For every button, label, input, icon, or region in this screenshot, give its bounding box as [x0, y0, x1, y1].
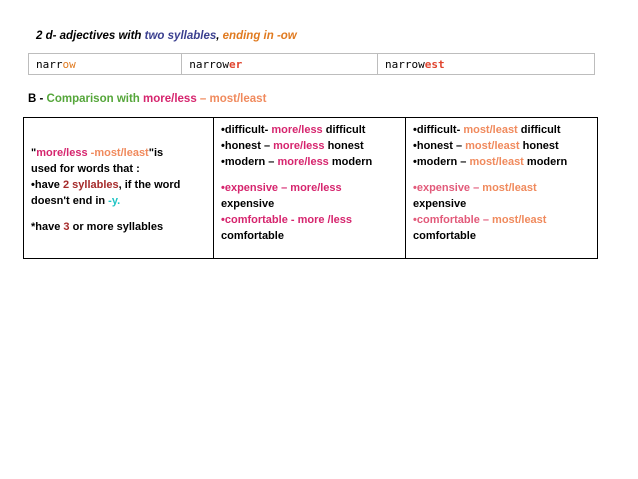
list-item [221, 122, 399, 138]
word-stem: narr [36, 57, 63, 71]
rule-text: or more syllables [69, 221, 164, 233]
rule-ending-y: -y. [108, 195, 121, 207]
item-most-least: most/least [463, 124, 518, 136]
item-more-less: more/less [290, 182, 342, 194]
comparative-cell [214, 118, 406, 259]
item-sep: – [470, 182, 483, 194]
item-adjective: •honest [413, 140, 453, 152]
rule-text: *have [31, 221, 64, 233]
item-adjective: •modern [221, 156, 266, 168]
word-cell-comparative [182, 54, 378, 75]
word-stem: narrow [189, 57, 229, 71]
word-forms-table [28, 53, 595, 75]
spacer [413, 170, 591, 180]
item-most-least: most/least [465, 140, 520, 152]
word-cell-superlative [377, 54, 594, 75]
rule-more-less: more/less [36, 147, 88, 159]
item-tail: honest [324, 140, 364, 152]
item-adjective: •comfortable [413, 214, 480, 226]
rule-text: , if the word [118, 179, 181, 191]
list-item [221, 180, 399, 196]
list-item-tail: expensive [221, 198, 275, 210]
heading-2d-prefix: 2 d- adjectives with [36, 30, 145, 42]
item-most-least: most/least [482, 182, 537, 194]
item-adjective: •expensive [413, 182, 471, 194]
list-item-tail: comfortable [413, 230, 476, 242]
item-sep: - [456, 124, 464, 136]
quote-open: " [31, 147, 37, 159]
item-more-less: more/less [273, 140, 325, 152]
item-tail: difficult [322, 124, 366, 136]
heading-b-most-least: most/least [209, 93, 267, 105]
list-item [413, 212, 591, 228]
item-sep: – [479, 214, 493, 226]
word-suffix-er: er [228, 57, 243, 71]
item-sep: – [265, 156, 278, 168]
rule-text: •have [31, 179, 63, 191]
item-most-least: most/least [469, 156, 524, 168]
item-tail: difficult [517, 124, 561, 136]
heading-b-text: Comparison with [46, 93, 144, 105]
item-tail: modern [523, 156, 568, 168]
item-adjective: •difficult [413, 124, 457, 136]
heading-2d-comma: , [216, 30, 220, 42]
list-item-tail: comfortable [221, 230, 284, 242]
item-sep: – [260, 140, 274, 152]
item-more-less: more/less [277, 156, 329, 168]
item-sep: – [457, 156, 470, 168]
list-item [413, 122, 591, 138]
rule-line-3 [31, 177, 207, 193]
spacer [221, 170, 399, 180]
item-adjective: •expensive [221, 182, 279, 194]
rule-three: 3 [63, 221, 70, 233]
rule-text: doesn't end in [31, 195, 109, 207]
list-item [413, 154, 591, 170]
table-row [29, 54, 595, 75]
rule-line-4 [31, 193, 207, 209]
item-tail: honest [519, 140, 559, 152]
item-tail: modern [328, 156, 373, 168]
item-sep: - [287, 214, 298, 226]
list-item [221, 154, 399, 170]
word-ending-ow: ow [62, 57, 76, 71]
list-item [413, 180, 591, 196]
item-sep: – [278, 182, 291, 194]
section-2d-heading [36, 30, 297, 42]
item-adjective: •modern [413, 156, 458, 168]
section-b-heading [28, 93, 266, 105]
item-adjective: •comfortable [221, 214, 288, 226]
list-item [413, 138, 591, 154]
rule-line-2: used for words that : [31, 163, 140, 175]
rule-cell [24, 118, 214, 259]
item-sep: - [264, 124, 272, 136]
list-item [221, 138, 399, 154]
heading-b-dash: – [196, 93, 210, 105]
word-stem: narrow [384, 57, 425, 71]
item-more-less: more /less [297, 214, 353, 226]
quote-close: "is [148, 147, 164, 159]
heading-b-label: B - [28, 93, 47, 105]
table-row [24, 118, 598, 259]
word-cell-base [29, 54, 182, 75]
heading-b-more-less: more/less [143, 93, 197, 105]
item-adjective: •honest [221, 140, 261, 152]
item-sep: – [452, 140, 466, 152]
word-suffix-est: est [424, 57, 445, 71]
heading-2d-ending: ending in -ow [219, 30, 297, 42]
comparison-table [23, 117, 598, 259]
list-item-tail: expensive [413, 198, 467, 210]
rule-line-5 [31, 219, 207, 235]
item-more-less: more/less [271, 124, 323, 136]
rule-line-1 [31, 145, 207, 161]
rule-most-least: -most/least [87, 147, 149, 159]
item-most-least: most/least [492, 214, 547, 226]
spacer [31, 209, 207, 219]
heading-2d-highlight: two syllables [144, 30, 217, 42]
rule-two-syllables: 2 syllables [62, 179, 119, 191]
item-adjective: •difficult [221, 124, 265, 136]
list-item [221, 212, 399, 228]
superlative-cell [406, 118, 598, 259]
